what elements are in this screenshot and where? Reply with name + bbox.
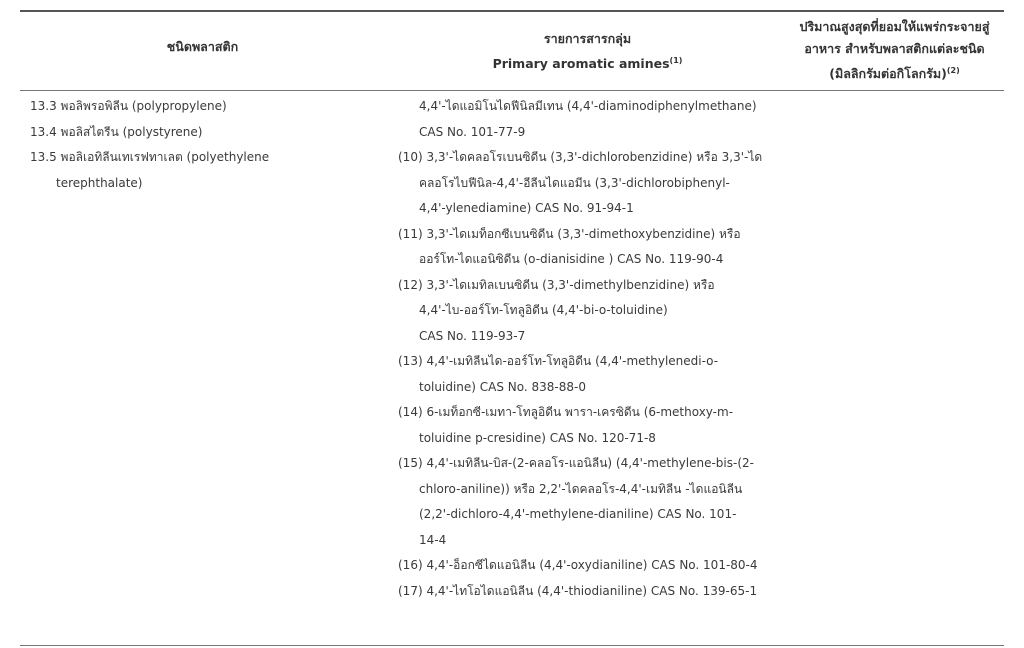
plastic-type-item	[30, 120, 385, 146]
header-migration-limit	[785, 16, 1004, 85]
header-limit-line-3-text: (มิลลิกรัมต่อกิโลกรัม)	[829, 66, 947, 82]
amine-item-line: 14-4	[419, 532, 447, 547]
amine-item-line: (17) 4,4'-ไทโอไดแอนิลีน (4,4'-thiodianiline) CAS No. 139-65-1	[398, 583, 758, 598]
amine-item	[398, 94, 783, 145]
amine-item	[398, 553, 783, 579]
header-limit-line-2: อาหาร สำหรับพลาสติกแต่ละชนิด	[804, 41, 985, 56]
amine-item-line: (16) 4,4'-อ็อกซีไดแอนิลีน (4,4'-oxydianiline) CAS No. 101-80-4	[398, 558, 758, 572]
amine-item-line: (15) 4,4'-เมทิลีน-บิส-(2-คลอโร-แอนิลีน) (4,4'-methylene-bis-(2-	[398, 456, 754, 470]
amine-item-line: CAS No. 101-77-9	[419, 124, 526, 139]
amine-list-column	[398, 94, 783, 604]
header-amine-list-subtitle	[390, 50, 785, 75]
table-bottom-rule	[20, 645, 1004, 646]
amine-item-line: (14) 6-เมท็อกซี-เมทา-โทลูอิดีน พารา-เครซิดีน (6-methoxy-m-	[398, 405, 734, 419]
header-plastic-type	[20, 36, 385, 58]
amine-item-line: คลอโรไบฟีนิล-4,4'-อีลีนไดแอมีน (3,3'-dichlorobiphenyl-	[419, 175, 730, 190]
table-top-rule	[20, 10, 1004, 12]
amine-item	[398, 273, 783, 350]
amine-item-line: chloro-aniline)) หรือ 2,2'-ไดคลอโร-4,4'-เมทิลีน -ไดแอนิลีน	[419, 481, 743, 496]
header-amine-list-subtitle-text: Primary aromatic amines	[492, 56, 670, 72]
amine-item-line: 4,4'-ไดแอมิโนไดฟีนิลมีเทน (4,4'-diaminodiphenylmethane)	[419, 99, 757, 113]
amine-item	[398, 222, 783, 273]
amine-item-line: (13) 4,4'-เมทิลีนได-ออร์โท-โทลูอิดีน (4,4'-methylenedi-o-	[398, 354, 719, 368]
plastic-type-item-line: 13.3 พอลิพรอพิลีน (polypropylene)	[30, 99, 227, 113]
plastic-type-item-line: 13.4 พอลิสไตรีน (polystyrene)	[30, 124, 203, 139]
amine-item-line: (12) 3,3'-ไดเมทิลเบนซิดีน (3,3'-dimethylbenzidine) หรือ	[398, 277, 715, 292]
plastic-type-item-line: terephthalate)	[56, 175, 143, 190]
amine-item	[398, 145, 783, 222]
header-limit-line-1: ปริมาณสูงสุดที่ยอมให้แพร่กระจายสู่	[799, 19, 990, 34]
amine-item-line: 4,4'-ไบ-ออร์โท-โทลูอิดีน (4,4'-bi-o-toluidine)	[419, 303, 668, 317]
plastic-type-item	[30, 94, 385, 120]
plastic-type-column	[30, 94, 385, 196]
header-plastic-type-text: ชนิดพลาสติก	[166, 39, 239, 54]
amine-item	[398, 579, 783, 605]
amine-item-line: CAS No. 119-93-7	[419, 328, 526, 343]
amine-item-line: (10) 3,3'-ไดคลอโรเบนซิดีน (3,3'-dichlorobenzidine) หรือ 3,3'-ได	[398, 150, 763, 164]
header-amine-list-title: รายการสารกลุ่ม	[543, 31, 632, 46]
amine-item-line: (2,2'-dichloro-4,4'-methylene-dianiline) CAS No. 101-	[419, 507, 737, 521]
plastic-type-item-line: 13.5 พอลิเอทิลีนเทเรฟทาเลต (polyethylene	[30, 150, 270, 164]
amine-item	[398, 451, 783, 553]
footnote-ref-2: (2)	[946, 66, 960, 75]
amine-item-line: toluidine) CAS No. 838-88-0	[419, 379, 586, 394]
amine-item-line: (11) 3,3'-ไดเมท็อกซีเบนซิดีน (3,3'-dimethoxybenzidine) หรือ	[398, 226, 741, 241]
header-limit-line-3	[785, 60, 1004, 85]
amine-item-line: toluidine p-cresidine) CAS No. 120-71-8	[419, 430, 656, 445]
amine-item-line: ออร์โท-ไดแอนิซิดีน (o-dianisidine ) CAS No. 119-90-4	[419, 252, 724, 266]
amine-item-line: 4,4'-ylenediamine) CAS No. 91-94-1	[419, 201, 634, 215]
plastic-type-item	[30, 145, 385, 196]
footnote-ref-1: (1)	[669, 56, 683, 65]
header-amine-list	[390, 28, 785, 75]
header-bottom-rule	[20, 90, 1004, 91]
amine-item	[398, 349, 783, 400]
amine-item	[398, 400, 783, 451]
